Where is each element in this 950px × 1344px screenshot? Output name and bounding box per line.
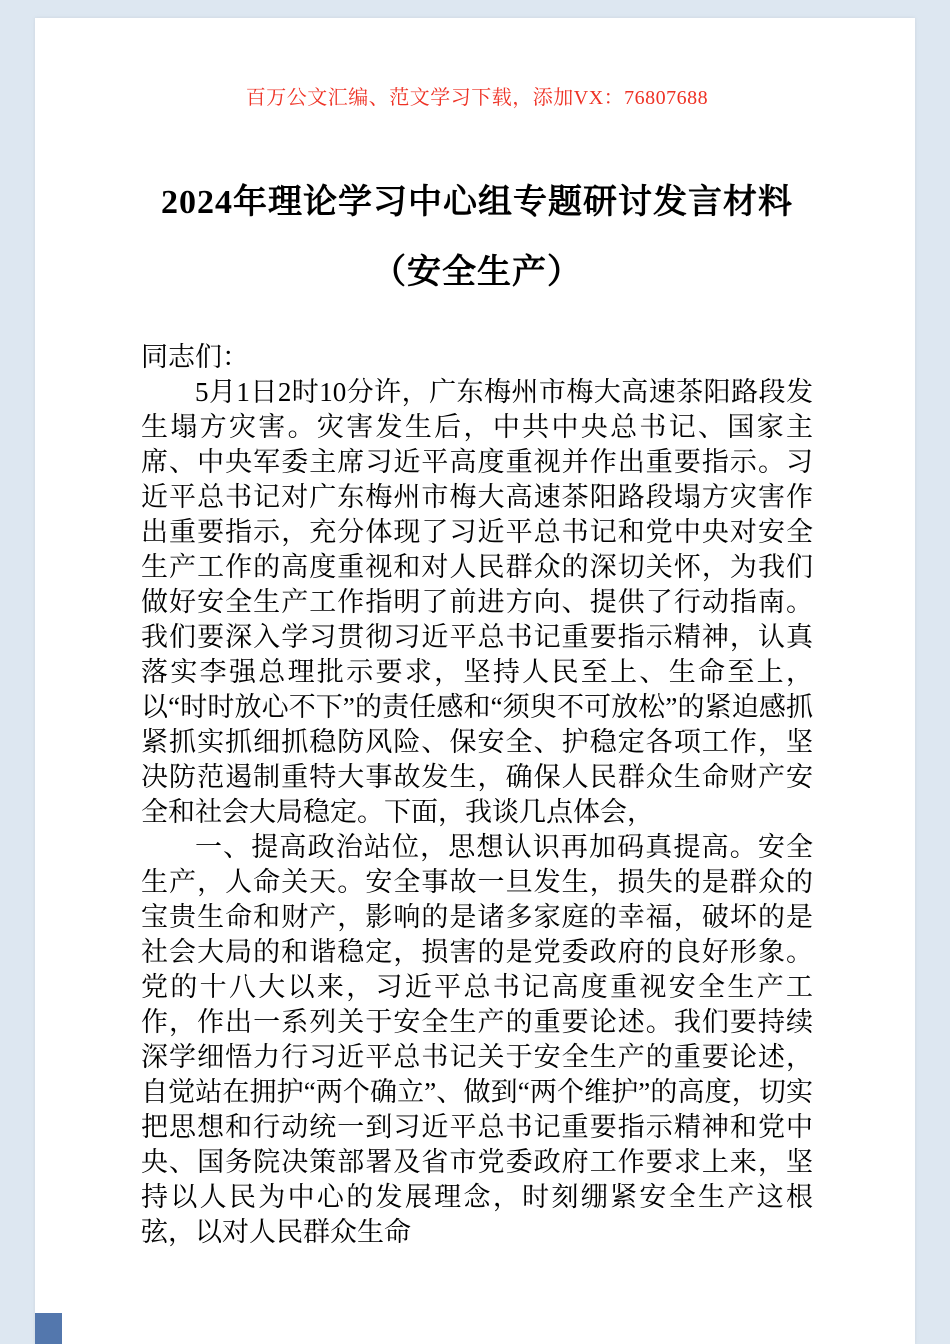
paragraph-2: 一、提高政治站位，思想认识再加码真提高。安全生产，人命关天。安全事故一旦发生，损失的是群众的宝贵生命和财产，影响的是诸多家庭的幸福，破坏的是社会大局的和谐稳定，损害的是党委政府的良好形象。党的十八大以来，习近平总书记高度重视安全生产工作，作出一系列关于安全生产的重要论述。我们要持续深学细悟力行习近平总书记关于安全生产的重要论述，自觉站在拥护“两个确立”、做到“两个维护”的高度，切实把思想和行动统一到习近平总书记重要指示精神和党中央、国务院决策部署及省市党委政府工作要求上来，坚持以人民为中心的发展理念，时刻绷紧安全生产这根弦，以对人民群众生命	[141, 832, 813, 1247]
document-page	[35, 18, 915, 1344]
salutation: 同志们：	[141, 342, 249, 372]
document-body	[141, 340, 813, 1250]
document-title: 2024年理论学习中心组专题研讨发言材料	[161, 184, 793, 221]
paragraph-1: 5月1日2时10分许，广东梅州市梅大高速茶阳路段发生塌方灾害。灾害发生后，中共中央总书记、国家主席、中央军委主席习近平高度重视并作出重要指示。习近平总书记对广东梅州市梅大高速茶阳路段塌方灾害作出重要指示，充分体现了习近平总书记和党中央对安全生产工作的高度重视和对人民群众的深切关怀，为我们做好安全生产工作指明了前进方向、提供了行动指南。我们要深入学习贯彻习近平总书记重要指示精神，认真落实李强总理批示要求，坚持人民至上、生命至上，以“时时放心不下”的责任感和“须臾不可放松”的紧迫感抓紧抓实抓细抓稳防风险、保安全、护稳定各项工作，坚决防范遏制重特大事故发生，确保人民群众生命财产安全和社会大局稳定。下面，我谈几点体会，	[141, 377, 813, 827]
title-block	[141, 168, 813, 308]
header-notice: 百万公文汇编、范文学习下载，添加VX：76807688	[245, 87, 709, 109]
document-subtitle: （安全生产）	[372, 254, 582, 291]
page-corner-accent	[35, 1313, 62, 1344]
